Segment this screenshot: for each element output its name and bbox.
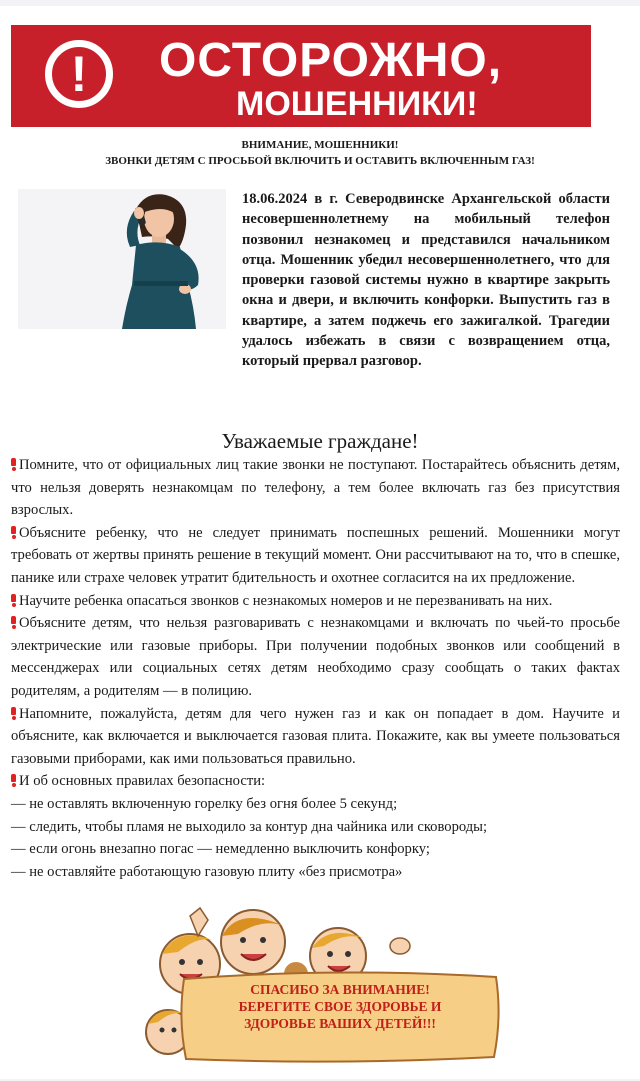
advice-item: И об основных правилах безопасности:: [11, 770, 620, 793]
exclamation-icon: [11, 774, 16, 786]
safety-rule: — не оставлять включенную горелку без огня более 5 секунд;: [11, 795, 398, 812]
header-line-2: ЗВОНКИ ДЕТЯМ С ПРОСЬБОЙ ВКЛЮЧИТЬ И ОСТАВИТЬ ВКЛЮЧЕННЫМ ГАЗ!: [105, 155, 535, 167]
warning-banner: [11, 25, 591, 127]
banner-title: ОСТОРОЖНО,: [159, 34, 503, 87]
safety-rule: — если огонь внезапно погас — немедленно выключить конфорку;: [11, 841, 430, 858]
flyer-page: [0, 6, 640, 1079]
thank-you-note: [178, 969, 502, 1064]
exclamation-icon: [11, 458, 16, 470]
banner-subtitle: МОШЕННИКИ!: [236, 85, 478, 123]
advice-item: Научите ребенка опасаться звонков с незнакомых номеров и не перезванивать на них.: [11, 590, 620, 613]
thank-you-line-3: ЗДОРОВЬЕ ВАШИХ ДЕТЕЙ!!!: [244, 1016, 436, 1031]
advice-list: [11, 454, 620, 883]
exclamation-icon: [11, 616, 16, 628]
advice-item: Помните, что от официальных лиц такие звонки не поступают. Постарайтесь объяснить детям, что нельзя доверять незнакомцам по телефону, а тем более включать газ без присутствия взрослых.: [11, 457, 620, 519]
advice-item: Объясните детям, что нельзя разговаривать с незнакомцами и включать по чьей-то просьбе электрические или газовые приборы. При получении подобных звонков или сообщений в мессенджерах или социальных сетях детям необходимо сразу сообщать о таких фактах родителям, а родителям — в полицию.: [11, 615, 620, 699]
exclamation-circle-icon: !: [45, 40, 113, 108]
girl-on-phone-photo: [18, 189, 226, 329]
safety-rule: — не оставляйте работающую газовую плиту «без присмотра»: [11, 863, 403, 880]
advice-item: Объясните ребенку, что не следует принимать поспешных решений. Мошенники могут требовать от жертвы принять решение в текущий момент. Они рассчитывают на то, что в спешке, панике или страхе человек утратит бдительность и охотнее согласится на их предложение.: [11, 524, 620, 586]
incident-article: 18.06.2024 в г. Северодвинске Архангельской области несовершеннолетнему на мобильный телефон позвонил незнакомец и представился начальником отца. Мошенник убедил несовершеннолетнего, что для проверки газовой системы нужно в квартире закрыть окна и двери, и включить конфорки. Выпустить газ в квартире, а затем поджечь его зажигалкой. Трагедии удалось избежать в связи с возвращением отца, который прервал разговор.: [242, 191, 610, 370]
safety-rule: — следить, чтобы пламя не выходило за контур дна чайника или сковороды;: [11, 818, 488, 835]
exclamation-icon: [11, 594, 16, 606]
girl-phone-illustration: [18, 189, 226, 329]
thank-you-line-2: БЕРЕГИТЕ СВОЕ ЗДОРОВЬЕ И: [238, 999, 442, 1014]
exclamation-icon: [11, 707, 16, 719]
greeting-heading: Уважаемые граждане!: [221, 429, 419, 453]
thank-you-line-1: СПАСИБО ЗА ВНИМАНИЕ!: [250, 982, 430, 997]
advice-item: Напомните, пожалуйста, детям для чего нужен газ и как он попадает в дом. Научите и объясните, как включается и выключается газовая плита. Покажите, как вы умеете пользоваться газовыми приборами, как ими пользоваться правильно.: [11, 705, 620, 767]
header-line-1: ВНИМАНИЕ, МОШЕННИКИ!: [241, 139, 399, 151]
exclamation-icon: [11, 526, 16, 538]
